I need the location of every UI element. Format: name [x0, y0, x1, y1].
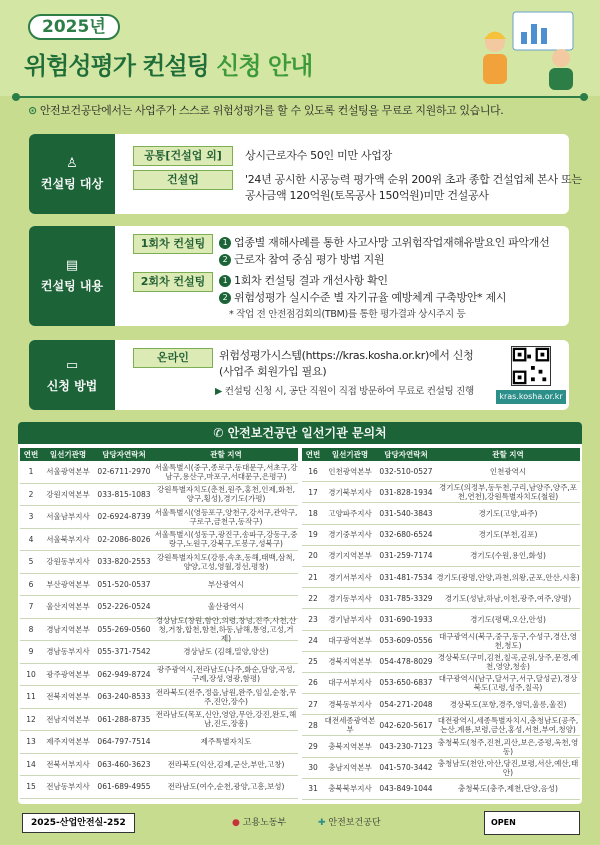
- cell-office: 강원지역본부: [46, 489, 90, 499]
- cell-office: 경북동부지사: [328, 699, 372, 709]
- cell-office: 제주지역본부: [46, 737, 90, 747]
- table-row: [20, 776, 298, 799]
- clipboard-icon: ▤: [65, 258, 79, 273]
- cell-office: 충북북부지사: [328, 784, 372, 794]
- number-2-icon: 2: [219, 254, 231, 266]
- cell-region: 서울특별시(중구,종로구,동대문구,서초구,강남구,용산구,마포구,서대문구,은평구): [154, 462, 298, 481]
- cell-no: 21: [308, 572, 318, 582]
- arrow-right-icon: ▶: [215, 386, 225, 397]
- cell-phone: 052-226-0524: [97, 602, 151, 612]
- table-row: [20, 686, 298, 709]
- table-right-column: [302, 448, 580, 800]
- table-row: [302, 461, 580, 482]
- cell-no: 4: [28, 534, 34, 544]
- cell-region: 대구광역시(남구,달서구,서구,달성군),경상북도(고령,성주,칠곡): [438, 673, 578, 692]
- qr-code[interactable]: [511, 346, 551, 386]
- cell-region: 광주광역시,전라남도(나주,화순,담양,곡성,구례,장성,영광,함평): [156, 665, 295, 684]
- ministry-logo-label: 고용노동부: [242, 818, 287, 828]
- cell-region: 경기도(수원,용인,화성): [470, 551, 546, 561]
- cell-no: 14: [26, 759, 36, 769]
- cell-office: 경남지역본부: [46, 624, 90, 634]
- phone-icon: ✆: [213, 426, 228, 440]
- cell-no: 24: [308, 636, 318, 646]
- cell-office: 전남지역본부: [46, 714, 90, 724]
- cell-phone: 032-680-6524: [379, 530, 433, 540]
- table-left-column: [20, 448, 298, 799]
- header-region: 관할 지역: [210, 450, 242, 459]
- cell-region: 경기도(평택,오산,안성): [470, 614, 546, 624]
- cell-phone: 055-269-0560: [97, 624, 151, 634]
- cell-region: 서울특별시(영등포구,양천구,강서구,관악구,구로구,금천구,동작구): [154, 507, 298, 526]
- cell-office: 대구광역본부: [328, 636, 372, 646]
- cell-office: 부산광역본부: [46, 579, 90, 589]
- cell-phone: 061-288-8735: [97, 714, 151, 724]
- table-title-label: 안전보건공단 일선기관 문의처: [227, 426, 387, 440]
- table-row: [302, 567, 580, 588]
- cell-region: 경기도(부천,김포): [478, 530, 538, 540]
- cell-phone: 02-2086-8026: [97, 534, 151, 544]
- apply-text-3-label: 컨설팅 신청 시, 공단 직원이 직접 방문하여 무료로 컨설팅 진행: [224, 386, 474, 397]
- cell-no: 23: [308, 614, 318, 624]
- table-row: [20, 529, 298, 552]
- cell-no: 6: [28, 579, 34, 589]
- content-heading-label: 컨설팅 내용: [40, 279, 104, 293]
- contact-table: [18, 422, 582, 804]
- apply-heading: [29, 340, 115, 410]
- apply-section: [29, 340, 569, 410]
- table-row: [20, 551, 298, 574]
- cell-office: 전북지역본부: [46, 692, 90, 702]
- cell-phone: 032-510-0527: [379, 466, 433, 476]
- cell-phone: 031-828-1934: [379, 487, 433, 497]
- cell-region: 경기도(의정부,동두천,구리,남양주,양주,포천,연천),강원특별자치도(철원): [438, 483, 577, 502]
- cell-phone: 063-240-8533: [97, 692, 151, 702]
- kosha-logo-label: 안전보건공단: [328, 818, 381, 828]
- table-header-row: [20, 448, 298, 461]
- cell-phone: 042-620-5617: [379, 720, 433, 730]
- header-office: 일선기관명: [49, 450, 87, 459]
- apply-heading-label: 신청 방법: [46, 379, 98, 393]
- cell-region: 부산광역시: [207, 579, 245, 589]
- cell-phone: 031-481-7534: [379, 572, 433, 582]
- ministry-emblem-icon: ●: [232, 818, 240, 828]
- divider-dot: [12, 93, 20, 101]
- cell-no: 22: [308, 593, 318, 603]
- page-title: [24, 46, 312, 81]
- table-row: [302, 631, 580, 652]
- apply-text-1[interactable]: 위험성평가시스템(https://kras.kosha.or.kr)에서 신청: [219, 349, 474, 362]
- cell-office: 충북지역본부: [328, 742, 372, 752]
- header-phone: 담당자연락처: [384, 450, 428, 459]
- cell-office: 경기남부지사: [328, 614, 372, 624]
- content-item-1b-label: 근로자 참여 중심 평가 방법 지원: [234, 253, 385, 266]
- cell-no: 8: [28, 624, 34, 634]
- cell-office: 경기지역본부: [328, 551, 372, 561]
- cell-region: 경상남도 (김해,밀양,양산): [183, 647, 269, 657]
- content-tag-round1: 1회차 컨설팅: [133, 234, 213, 254]
- content-item-2b-label: 위험성평가 실시수준 별 자기규율 예방체계 구축방안* 제시: [234, 291, 507, 304]
- target-construction-text-2: 공사금액 120억원(토목공사 150억원)미만 건설공사: [245, 189, 489, 202]
- cell-office: 서울북부지사: [46, 534, 90, 544]
- content-tag-round2: 2회차 컨설팅: [133, 272, 213, 292]
- target-construction-text-1: '24년 공시한 시공능력 평가액 순위 200위 초과 종합 건설업체 본사 또는: [245, 173, 582, 186]
- content-heading: [29, 226, 115, 326]
- cell-no: 12: [26, 714, 36, 724]
- table-row: [20, 615, 298, 643]
- header-no: 연번: [305, 450, 321, 459]
- cell-office: 경남동부지사: [46, 647, 90, 657]
- table-row: [302, 652, 580, 673]
- title-main: 위험성평가 컨설팅: [24, 52, 209, 80]
- target-heading: [29, 134, 115, 214]
- cell-region: 충청북도(충주,제천,단양,음성): [458, 784, 558, 794]
- cell-office: 강원동부지사: [46, 557, 90, 567]
- consultant-illustration: [465, 6, 589, 92]
- cell-region: 강원특별자치도(강릉,속초,동해,태백,삼척,양양,고성,영월,정선,평창): [156, 552, 295, 571]
- cell-phone: 031-540-3843: [379, 508, 433, 518]
- cell-phone: 031-690-1933: [379, 614, 433, 624]
- table-row: [20, 754, 298, 777]
- cell-region: 경상북도(구미,김천,칠곡,군위,상주,문경,예천,영양,청송): [437, 652, 579, 671]
- content-section: [29, 226, 569, 326]
- cell-office: 전남동부지사: [46, 782, 90, 792]
- cell-region: 강원특별자치도(춘천,원주,홍천,인제,화천,양구,횡성),경기도(가평): [156, 485, 295, 504]
- cell-no: 9: [28, 647, 34, 657]
- table-row: [302, 736, 580, 757]
- cell-no: 27: [308, 699, 318, 709]
- content-item-1b: [219, 252, 384, 268]
- cell-region: 대구광역시(북구,중구,동구,수성구,경산,영천,청도): [438, 631, 577, 650]
- kosha-logo: [318, 815, 381, 828]
- cell-no: 1: [28, 467, 34, 477]
- cell-phone: 055-371-7542: [97, 647, 151, 657]
- cell-phone: 043-230-7123: [379, 742, 433, 752]
- cell-phone: 033-815-1083: [97, 489, 151, 499]
- cell-office: 경기동부지사: [328, 593, 372, 603]
- table-row: [20, 709, 298, 732]
- target-tag-construction: 건설업: [133, 170, 233, 190]
- cell-no: 2: [28, 489, 34, 499]
- cell-region: 경기도(고양,파주): [478, 508, 538, 518]
- table-row: [20, 664, 298, 687]
- table-header-row: [302, 448, 580, 461]
- cell-phone: 053-609-0556: [379, 636, 433, 646]
- apply-tag-online: 온라인: [133, 348, 213, 368]
- table-row: [302, 715, 580, 736]
- cell-phone: 051-520-0537: [97, 579, 151, 589]
- cell-no: 30: [308, 763, 318, 773]
- cell-phone: 054-478-8029: [379, 657, 433, 667]
- cell-office: 인천광역본부: [328, 466, 372, 476]
- table-row: [302, 694, 580, 715]
- cell-phone: 063-460-3623: [97, 759, 151, 769]
- cell-no: 29: [308, 742, 318, 752]
- divider-dot: [580, 93, 588, 101]
- cell-office: 경북지역본부: [328, 657, 372, 667]
- cell-region: 서울특별시(성동구,광진구,송파구,강동구,중랑구,노원구,강북구,도봉구,성북구): [154, 530, 298, 549]
- cell-office: 대전세종광역본부: [324, 716, 376, 735]
- table-row: [20, 574, 298, 597]
- cell-phone: 02-6924-8739: [97, 512, 151, 522]
- cell-office: 고양파주지사: [328, 508, 372, 518]
- cell-phone: 064-797-7514: [97, 737, 151, 747]
- table-row: [20, 731, 298, 754]
- cell-no: 25: [308, 657, 318, 667]
- cell-phone: 061-689-4955: [97, 782, 151, 792]
- target-section: [29, 134, 582, 214]
- cell-no: 26: [308, 678, 318, 688]
- cell-no: 17: [308, 487, 318, 497]
- cell-phone: 031-259-7174: [379, 551, 433, 561]
- cell-office: 경기중부지사: [328, 530, 372, 540]
- cell-office: 경기북부지사: [328, 487, 372, 497]
- cell-phone: 033-820-2553: [97, 557, 151, 567]
- monitor-icon: ▭: [65, 358, 79, 373]
- content-item-2a-label: 1회차 컨설팅 결과 개선사항 확인: [234, 274, 388, 287]
- content-item-1a: [219, 235, 549, 251]
- cell-phone: 062-949-8724: [97, 669, 151, 679]
- table-row: [302, 758, 580, 779]
- table-row: [20, 506, 298, 529]
- cell-region: 경기도(성남,하남,이천,광주,여주,양평): [444, 593, 572, 603]
- cell-office: 울산지역본부: [46, 602, 90, 612]
- cell-office: 전북서부지사: [46, 759, 90, 769]
- document-code: 2025-산업안전실-252: [22, 813, 135, 833]
- cell-office: 서울광역본부: [46, 467, 90, 477]
- apply-text-2: (사업주 회원가입 필요): [219, 365, 327, 378]
- search-icon: ⊙: [28, 104, 37, 117]
- cell-region: 충청북도(청주,진천,괴산,보은,증평,옥천,영동): [437, 737, 579, 756]
- cell-region: 경상북도(포항,경주,영덕,울릉,울진): [449, 699, 567, 709]
- cell-region: 경상남도(창원,함안,의령,창녕,진주,사천,산청,거창,합천,함천,하동,남해,통영,고성,거제): [155, 615, 297, 643]
- cell-no: 18: [308, 508, 318, 518]
- cell-no: 31: [308, 784, 318, 794]
- number-1-icon: 1: [219, 237, 231, 249]
- cell-no: 19: [308, 530, 318, 540]
- cell-office: 충남지역본부: [328, 763, 372, 773]
- cell-no: 3: [28, 512, 34, 522]
- cell-region: 충청남도(천안,아산,당진,보령,서산,예산,태안): [437, 758, 579, 777]
- content-note: * 작업 전 안전점검회의(TBM)를 통한 평가결과 상시주지 등: [229, 309, 466, 320]
- content-item-2a: [219, 273, 388, 289]
- cell-no: 16: [308, 466, 318, 476]
- cell-no: 13: [26, 737, 36, 747]
- table-row: [20, 641, 298, 664]
- number-1-icon: 1: [219, 275, 231, 287]
- table-row: [302, 588, 580, 609]
- cell-region: 경기도(광명,안양,과천,의왕,군포,안산,시흥): [436, 572, 580, 582]
- cell-no: 20: [308, 551, 318, 561]
- table-row: [302, 673, 580, 694]
- header-region: 관할 지역: [492, 450, 524, 459]
- cell-office: 광주광역본부: [46, 669, 90, 679]
- cell-region: 전라북도(익산,김제,군산,부안,고창): [167, 759, 285, 769]
- target-tag-common: 공통[건설업 외]: [133, 146, 233, 166]
- cell-phone: 053-650-6837: [379, 678, 433, 688]
- intro-text: [28, 102, 503, 118]
- cell-region: 대전광역시,세종특별자치시,충청남도(공주,논산,계룡,보령,금산,홍성,서천,부여,청양): [437, 716, 579, 735]
- header-no: 연번: [23, 450, 39, 459]
- cell-office: 서울남부지사: [46, 512, 90, 522]
- cell-office: 대구서부지사: [328, 678, 372, 688]
- apply-text-3: [215, 384, 474, 400]
- year-badge: 2025년: [28, 14, 120, 40]
- cell-no: 28: [308, 720, 318, 730]
- cell-no: 7: [28, 602, 34, 612]
- cell-region: 전라북도(전주,정읍,남원,완주,임실,순창,무주,진안,장수): [155, 687, 297, 706]
- open-license-badge: [484, 811, 580, 835]
- qr-label[interactable]: kras.kosha.or.kr: [496, 390, 566, 404]
- kosha-emblem-icon: ✚: [318, 818, 326, 828]
- table-row: [302, 525, 580, 546]
- cell-phone: 02-6711-2970: [97, 467, 151, 477]
- header-office: 일선기관명: [331, 450, 369, 459]
- target-common-text: 상시근로자수 50인 미만 사업장: [245, 149, 392, 162]
- cell-phone: 041-570-3442: [379, 763, 433, 773]
- cell-region: 전라남도(목포,신안,영암,무안,강진,완도,해남,진도,장흥): [155, 710, 297, 729]
- cell-no: 5: [28, 557, 34, 567]
- table-row: [20, 484, 298, 507]
- cell-no: 11: [26, 692, 36, 702]
- cell-phone: 043-849-1044: [379, 784, 433, 794]
- open-license-label: OPEN: [491, 818, 516, 827]
- ministry-logo: [232, 815, 286, 828]
- table-row: [302, 546, 580, 567]
- table-row: [302, 609, 580, 630]
- table-row: [302, 779, 580, 800]
- table-row: [20, 461, 298, 484]
- intro-label: 안전보건공단에서는 사업주가 스스로 위험성평가를 할 수 있도록 컨설팅을 무료로 지원하고 있습니다.: [39, 104, 504, 117]
- cell-region: 울산광역시: [207, 602, 245, 612]
- content-item-1a-label: 업종별 재해사례를 통한 사고사망 고위험작업재해유발요인 파악개선: [234, 236, 550, 249]
- cell-region: 인천광역시: [489, 466, 527, 476]
- cell-phone: 054-271-2048: [379, 699, 433, 709]
- cell-region: 제주특별자치도: [200, 737, 252, 747]
- title-highlight: 신청 안내: [216, 52, 313, 80]
- table-title: [18, 422, 582, 444]
- header-phone: 담당자연락처: [102, 450, 146, 459]
- content-item-2b: [219, 290, 506, 306]
- target-heading-label: 컨설팅 대상: [40, 177, 104, 191]
- cell-office: 경기서부지사: [328, 572, 372, 582]
- number-2-icon: 2: [219, 292, 231, 304]
- person-icon: ♙: [66, 156, 78, 171]
- cell-no: 15: [26, 782, 36, 792]
- cell-phone: 031-785-3329: [379, 593, 433, 603]
- table-row: [302, 482, 580, 503]
- cell-no: 10: [26, 669, 36, 679]
- cell-region: 전라남도(여수,순천,광양,고흥,보성): [167, 782, 285, 792]
- table-row: [302, 503, 580, 524]
